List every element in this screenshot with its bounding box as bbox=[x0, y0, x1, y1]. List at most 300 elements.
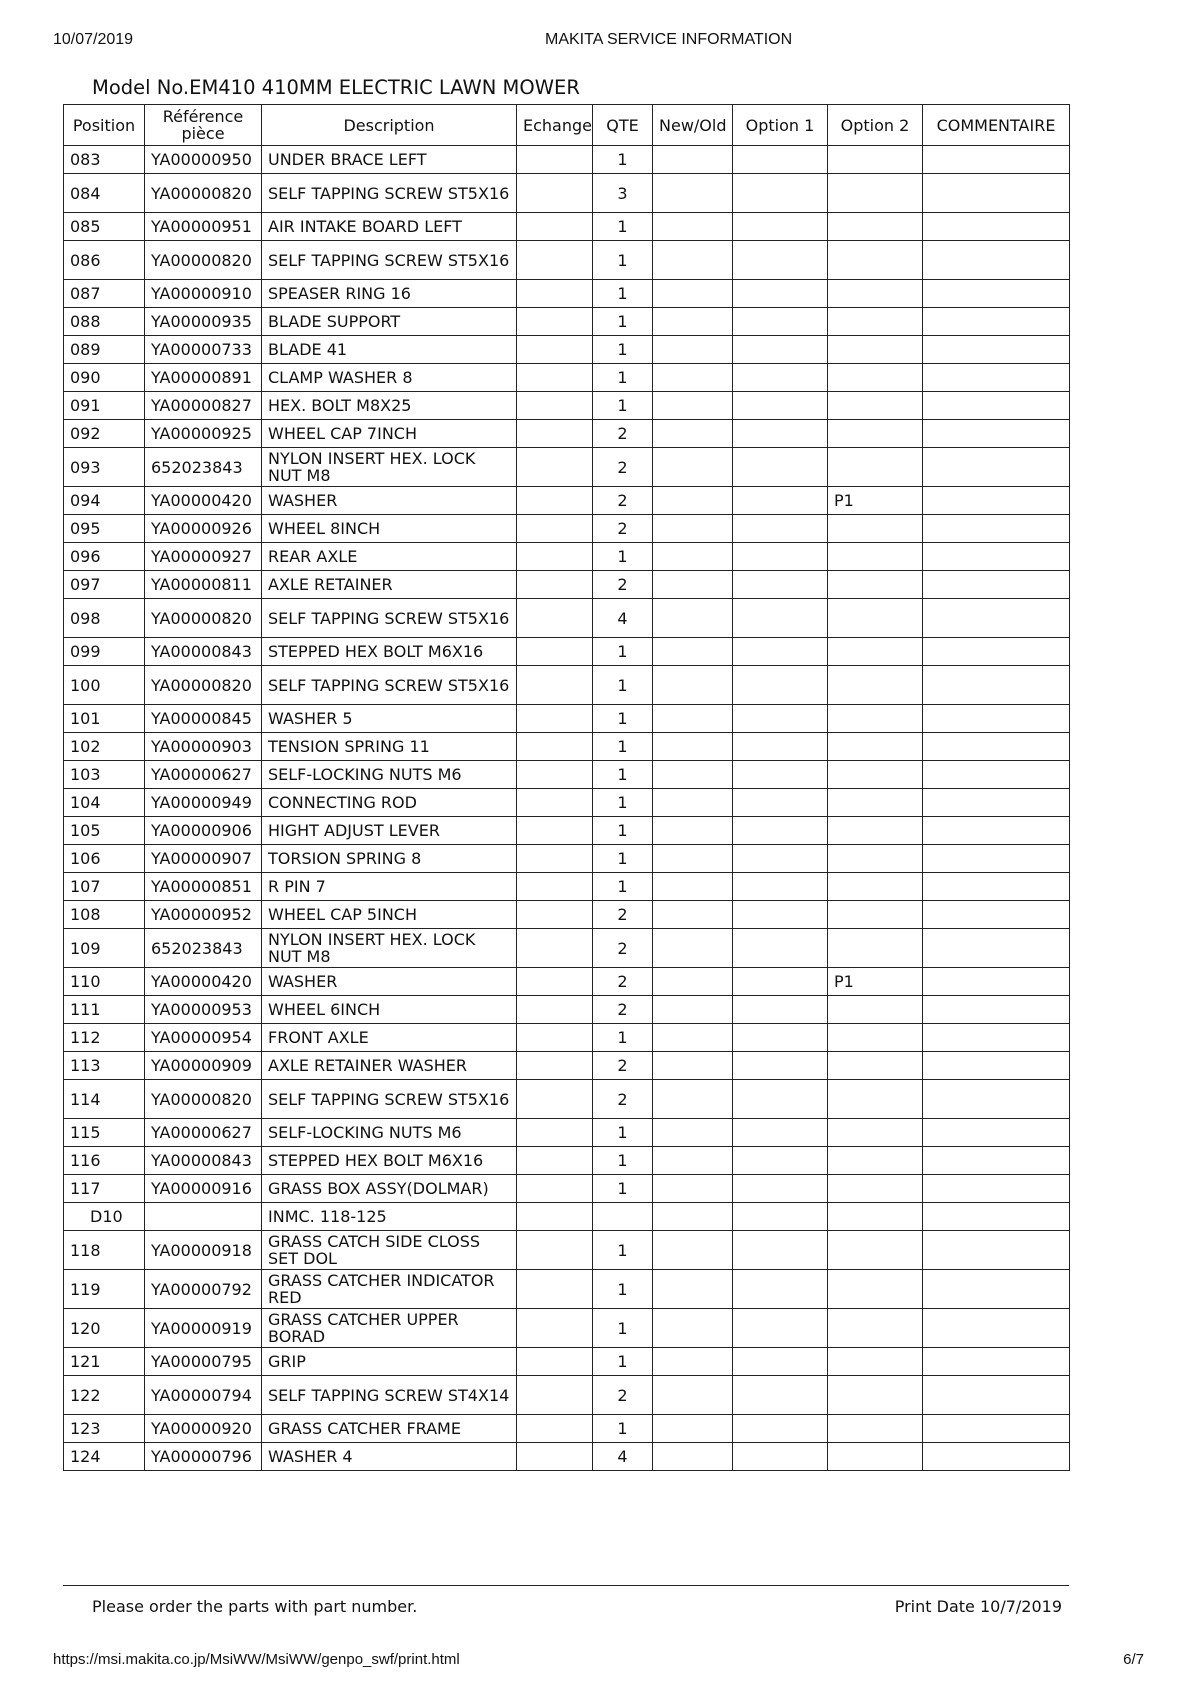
cell-description: WASHER bbox=[262, 487, 517, 515]
cell-option-1 bbox=[733, 666, 828, 705]
cell-option-1 bbox=[733, 571, 828, 599]
cell-reference: YA00000918 bbox=[145, 1231, 262, 1270]
cell-commentaire bbox=[923, 1052, 1070, 1080]
cell-qte: 2 bbox=[593, 901, 653, 929]
cell-reference: 652023843 bbox=[145, 929, 262, 968]
cell-commentaire bbox=[923, 845, 1070, 873]
cell-commentaire bbox=[923, 733, 1070, 761]
col-header-position: Position bbox=[64, 105, 145, 146]
cell-option-2 bbox=[828, 280, 923, 308]
cell-commentaire bbox=[923, 761, 1070, 789]
cell-description: GRASS CATCHER FRAME bbox=[262, 1415, 517, 1443]
cell-option-1 bbox=[733, 929, 828, 968]
cell-new-old bbox=[653, 733, 733, 761]
cell-new-old bbox=[653, 146, 733, 174]
cell-description: R PIN 7 bbox=[262, 873, 517, 901]
cell-option-1 bbox=[733, 1270, 828, 1309]
table-row bbox=[64, 761, 1070, 789]
cell-description: GRASS CATCH SIDE CLOSS SET DOL bbox=[262, 1231, 517, 1270]
table-row bbox=[64, 638, 1070, 666]
cell-qte: 1 bbox=[593, 817, 653, 845]
cell-description: STEPPED HEX BOLT M6X16 bbox=[262, 638, 517, 666]
cell-new-old bbox=[653, 1231, 733, 1270]
cell-qte: 1 bbox=[593, 364, 653, 392]
cell-position: 113 bbox=[64, 1052, 145, 1080]
cell-new-old bbox=[653, 213, 733, 241]
cell-reference: YA00000925 bbox=[145, 420, 262, 448]
cell-new-old bbox=[653, 364, 733, 392]
cell-position: 085 bbox=[64, 213, 145, 241]
header-date: 10/07/2019 bbox=[53, 31, 134, 48]
cell-option-1 bbox=[733, 968, 828, 996]
cell-option-2 bbox=[828, 308, 923, 336]
table-row bbox=[64, 1231, 1070, 1270]
cell-reference: YA00000909 bbox=[145, 1052, 262, 1080]
cell-description: TORSION SPRING 8 bbox=[262, 845, 517, 873]
cell-option-2 bbox=[828, 174, 923, 213]
cell-option-2 bbox=[828, 1175, 923, 1203]
cell-qte: 1 bbox=[593, 392, 653, 420]
cell-option-2 bbox=[828, 146, 923, 174]
cell-position: 105 bbox=[64, 817, 145, 845]
cell-position: 109 bbox=[64, 929, 145, 968]
table-row bbox=[64, 1270, 1070, 1309]
cell-new-old bbox=[653, 1175, 733, 1203]
cell-echange bbox=[517, 146, 593, 174]
cell-description: WHEEL CAP 7INCH bbox=[262, 420, 517, 448]
cell-echange bbox=[517, 364, 593, 392]
table-row bbox=[64, 174, 1070, 213]
table-row bbox=[64, 515, 1070, 543]
cell-commentaire bbox=[923, 1119, 1070, 1147]
cell-reference: YA00000906 bbox=[145, 817, 262, 845]
cell-option-1 bbox=[733, 638, 828, 666]
cell-reference: YA00000843 bbox=[145, 638, 262, 666]
cell-option-1 bbox=[733, 308, 828, 336]
cell-option-2: P1 bbox=[828, 968, 923, 996]
table-row bbox=[64, 420, 1070, 448]
cell-new-old bbox=[653, 901, 733, 929]
cell-reference: YA00000820 bbox=[145, 666, 262, 705]
cell-qte: 1 bbox=[593, 280, 653, 308]
cell-echange bbox=[517, 845, 593, 873]
cell-reference: YA00000794 bbox=[145, 1376, 262, 1415]
cell-commentaire bbox=[923, 599, 1070, 638]
cell-qte: 1 bbox=[593, 845, 653, 873]
cell-qte: 1 bbox=[593, 1270, 653, 1309]
cell-qte: 2 bbox=[593, 571, 653, 599]
cell-option-1 bbox=[733, 174, 828, 213]
cell-option-1 bbox=[733, 1080, 828, 1119]
cell-echange bbox=[517, 733, 593, 761]
footer-url: https://msi.makita.co.jp/MsiWW/MsiWW/genpo_swf/print.html bbox=[53, 1651, 460, 1668]
header-title: MAKITA SERVICE INFORMATION bbox=[545, 31, 793, 48]
cell-qte: 2 bbox=[593, 996, 653, 1024]
table-row bbox=[64, 1376, 1070, 1415]
cell-option-1 bbox=[733, 1309, 828, 1348]
cell-commentaire bbox=[923, 1270, 1070, 1309]
cell-echange bbox=[517, 543, 593, 571]
cell-new-old bbox=[653, 1348, 733, 1376]
cell-echange bbox=[517, 1443, 593, 1471]
cell-option-2 bbox=[828, 789, 923, 817]
cell-option-1 bbox=[733, 1024, 828, 1052]
cell-option-2 bbox=[828, 638, 923, 666]
cell-qte: 1 bbox=[593, 1147, 653, 1175]
cell-commentaire bbox=[923, 146, 1070, 174]
cell-qte: 4 bbox=[593, 1443, 653, 1471]
cell-option-1 bbox=[733, 213, 828, 241]
cell-qte: 1 bbox=[593, 1024, 653, 1052]
cell-description: NYLON INSERT HEX. LOCK NUT M8 bbox=[262, 448, 517, 487]
cell-position: 086 bbox=[64, 241, 145, 280]
cell-echange bbox=[517, 1376, 593, 1415]
cell-option-2 bbox=[828, 873, 923, 901]
cell-position: 122 bbox=[64, 1376, 145, 1415]
cell-qte: 1 bbox=[593, 336, 653, 364]
table-row bbox=[64, 487, 1070, 515]
cell-echange bbox=[517, 1348, 593, 1376]
cell-reference: YA00000920 bbox=[145, 1415, 262, 1443]
cell-description: SPEASER RING 16 bbox=[262, 280, 517, 308]
table-header-row bbox=[64, 105, 1070, 146]
cell-position: 121 bbox=[64, 1348, 145, 1376]
cell-commentaire bbox=[923, 817, 1070, 845]
cell-qte: 1 bbox=[593, 1309, 653, 1348]
cell-position: 092 bbox=[64, 420, 145, 448]
cell-new-old bbox=[653, 515, 733, 543]
cell-reference: YA00000820 bbox=[145, 599, 262, 638]
cell-option-1 bbox=[733, 543, 828, 571]
cell-option-2 bbox=[828, 599, 923, 638]
cell-new-old bbox=[653, 1309, 733, 1348]
cell-description: SELF TAPPING SCREW ST5X16 bbox=[262, 666, 517, 705]
cell-position: 124 bbox=[64, 1443, 145, 1471]
cell-qte: 1 bbox=[593, 1348, 653, 1376]
cell-new-old bbox=[653, 241, 733, 280]
cell-commentaire bbox=[923, 1348, 1070, 1376]
cell-new-old bbox=[653, 1376, 733, 1415]
cell-description: HIGHT ADJUST LEVER bbox=[262, 817, 517, 845]
cell-option-1 bbox=[733, 1052, 828, 1080]
cell-qte: 1 bbox=[593, 1231, 653, 1270]
cell-new-old bbox=[653, 174, 733, 213]
cell-new-old bbox=[653, 392, 733, 420]
cell-commentaire bbox=[923, 1203, 1070, 1231]
cell-new-old bbox=[653, 705, 733, 733]
cell-reference: YA00000811 bbox=[145, 571, 262, 599]
cell-reference: YA00000820 bbox=[145, 174, 262, 213]
cell-reference: YA00000733 bbox=[145, 336, 262, 364]
cell-option-1 bbox=[733, 873, 828, 901]
col-header-commentaire: COMMENTAIRE bbox=[923, 105, 1070, 146]
table-row bbox=[64, 1080, 1070, 1119]
cell-echange bbox=[517, 308, 593, 336]
cell-option-1 bbox=[733, 146, 828, 174]
cell-echange bbox=[517, 336, 593, 364]
cell-reference: YA00000827 bbox=[145, 392, 262, 420]
cell-description: WHEEL CAP 5INCH bbox=[262, 901, 517, 929]
cell-option-2 bbox=[828, 241, 923, 280]
table-row bbox=[64, 599, 1070, 638]
cell-echange bbox=[517, 241, 593, 280]
cell-option-2 bbox=[828, 515, 923, 543]
cell-new-old bbox=[653, 1270, 733, 1309]
cell-description: GRIP bbox=[262, 1348, 517, 1376]
cell-echange bbox=[517, 174, 593, 213]
table-row bbox=[64, 448, 1070, 487]
cell-qte: 1 bbox=[593, 789, 653, 817]
cell-position: 107 bbox=[64, 873, 145, 901]
cell-echange bbox=[517, 1080, 593, 1119]
table-row bbox=[64, 336, 1070, 364]
cell-option-1 bbox=[733, 817, 828, 845]
cell-option-2 bbox=[828, 1203, 923, 1231]
table-row bbox=[64, 968, 1070, 996]
cell-new-old bbox=[653, 1415, 733, 1443]
cell-reference: YA00000927 bbox=[145, 543, 262, 571]
cell-position: 117 bbox=[64, 1175, 145, 1203]
cell-description: REAR AXLE bbox=[262, 543, 517, 571]
cell-new-old bbox=[653, 817, 733, 845]
cell-description: SELF TAPPING SCREW ST5X16 bbox=[262, 241, 517, 280]
cell-new-old bbox=[653, 543, 733, 571]
cell-echange bbox=[517, 515, 593, 543]
cell-position: 102 bbox=[64, 733, 145, 761]
cell-commentaire bbox=[923, 789, 1070, 817]
footer-page-number: 6/7 bbox=[1123, 1651, 1144, 1668]
cell-new-old bbox=[653, 929, 733, 968]
cell-description: WASHER 5 bbox=[262, 705, 517, 733]
cell-option-1 bbox=[733, 280, 828, 308]
cell-new-old bbox=[653, 1147, 733, 1175]
cell-qte: 2 bbox=[593, 1376, 653, 1415]
cell-option-1 bbox=[733, 599, 828, 638]
cell-description: SELF-LOCKING NUTS M6 bbox=[262, 761, 517, 789]
cell-option-1 bbox=[733, 789, 828, 817]
cell-reference: YA00000935 bbox=[145, 308, 262, 336]
table-row bbox=[64, 705, 1070, 733]
model-title: Model No.EM410 410MM ELECTRIC LAWN MOWER bbox=[92, 76, 580, 99]
cell-reference: YA00000627 bbox=[145, 1119, 262, 1147]
cell-reference: YA00000795 bbox=[145, 1348, 262, 1376]
footer-divider bbox=[63, 1585, 1069, 1586]
cell-position: 111 bbox=[64, 996, 145, 1024]
cell-description: SELF TAPPING SCREW ST5X16 bbox=[262, 1080, 517, 1119]
cell-option-2 bbox=[828, 901, 923, 929]
cell-qte: 1 bbox=[593, 666, 653, 705]
cell-qte: 1 bbox=[593, 1175, 653, 1203]
cell-qte: 2 bbox=[593, 448, 653, 487]
cell-position: 120 bbox=[64, 1309, 145, 1348]
table-row bbox=[64, 845, 1070, 873]
cell-qte: 2 bbox=[593, 515, 653, 543]
cell-description: SELF-LOCKING NUTS M6 bbox=[262, 1119, 517, 1147]
cell-description: SELF TAPPING SCREW ST5X16 bbox=[262, 174, 517, 213]
cell-new-old bbox=[653, 308, 733, 336]
cell-qte: 1 bbox=[593, 146, 653, 174]
cell-position: 084 bbox=[64, 174, 145, 213]
col-header-echange: Echange bbox=[517, 105, 593, 146]
table-row bbox=[64, 146, 1070, 174]
footer-print-date: Print Date 10/7/2019 bbox=[894, 1597, 1062, 1616]
cell-position: 123 bbox=[64, 1415, 145, 1443]
cell-description: SELF TAPPING SCREW ST5X16 bbox=[262, 599, 517, 638]
table-row bbox=[64, 873, 1070, 901]
cell-reference bbox=[145, 1203, 262, 1231]
cell-echange bbox=[517, 1203, 593, 1231]
cell-option-2 bbox=[828, 1415, 923, 1443]
cell-reference: YA00000916 bbox=[145, 1175, 262, 1203]
table-row bbox=[64, 1348, 1070, 1376]
cell-position: 104 bbox=[64, 789, 145, 817]
cell-new-old bbox=[653, 968, 733, 996]
cell-description: GRASS CATCHER INDICATOR RED bbox=[262, 1270, 517, 1309]
cell-qte: 1 bbox=[593, 213, 653, 241]
cell-description: SELF TAPPING SCREW ST4X14 bbox=[262, 1376, 517, 1415]
cell-option-1 bbox=[733, 420, 828, 448]
cell-reference: 652023843 bbox=[145, 448, 262, 487]
cell-description: FRONT AXLE bbox=[262, 1024, 517, 1052]
cell-echange bbox=[517, 1024, 593, 1052]
cell-option-2 bbox=[828, 420, 923, 448]
cell-qte: 2 bbox=[593, 420, 653, 448]
cell-new-old bbox=[653, 845, 733, 873]
cell-qte: 1 bbox=[593, 638, 653, 666]
cell-position: 098 bbox=[64, 599, 145, 638]
cell-new-old bbox=[653, 1119, 733, 1147]
cell-option-1 bbox=[733, 1175, 828, 1203]
table-row bbox=[64, 1309, 1070, 1348]
cell-description: UNDER BRACE LEFT bbox=[262, 146, 517, 174]
cell-option-2 bbox=[828, 213, 923, 241]
cell-commentaire bbox=[923, 1080, 1070, 1119]
cell-qte: 2 bbox=[593, 1052, 653, 1080]
cell-position: 094 bbox=[64, 487, 145, 515]
table-row bbox=[64, 817, 1070, 845]
cell-echange bbox=[517, 929, 593, 968]
cell-new-old bbox=[653, 420, 733, 448]
cell-option-1 bbox=[733, 515, 828, 543]
cell-option-2 bbox=[828, 448, 923, 487]
cell-qte: 1 bbox=[593, 1415, 653, 1443]
cell-position: 089 bbox=[64, 336, 145, 364]
cell-new-old bbox=[653, 599, 733, 638]
cell-commentaire bbox=[923, 1175, 1070, 1203]
cell-commentaire bbox=[923, 241, 1070, 280]
cell-description: NYLON INSERT HEX. LOCK NUT M8 bbox=[262, 929, 517, 968]
cell-position: 083 bbox=[64, 146, 145, 174]
cell-option-2 bbox=[828, 1348, 923, 1376]
cell-option-1 bbox=[733, 487, 828, 515]
cell-reference: YA00000843 bbox=[145, 1147, 262, 1175]
cell-echange bbox=[517, 968, 593, 996]
cell-option-1 bbox=[733, 845, 828, 873]
cell-description: CONNECTING ROD bbox=[262, 789, 517, 817]
cell-option-1 bbox=[733, 733, 828, 761]
cell-echange bbox=[517, 789, 593, 817]
cell-position: 110 bbox=[64, 968, 145, 996]
cell-new-old bbox=[653, 638, 733, 666]
cell-description: AIR INTAKE BOARD LEFT bbox=[262, 213, 517, 241]
cell-echange bbox=[517, 873, 593, 901]
cell-reference: YA00000891 bbox=[145, 364, 262, 392]
cell-option-2 bbox=[828, 1443, 923, 1471]
cell-echange bbox=[517, 1119, 593, 1147]
table-row bbox=[64, 241, 1070, 280]
cell-commentaire bbox=[923, 515, 1070, 543]
cell-position: 106 bbox=[64, 845, 145, 873]
cell-qte: 2 bbox=[593, 487, 653, 515]
cell-reference: YA00000953 bbox=[145, 996, 262, 1024]
cell-commentaire bbox=[923, 929, 1070, 968]
cell-new-old bbox=[653, 487, 733, 515]
cell-qte: 3 bbox=[593, 174, 653, 213]
cell-commentaire bbox=[923, 364, 1070, 392]
cell-new-old bbox=[653, 448, 733, 487]
cell-description: TENSION SPRING 11 bbox=[262, 733, 517, 761]
cell-commentaire bbox=[923, 638, 1070, 666]
cell-description: AXLE RETAINER bbox=[262, 571, 517, 599]
cell-description: HEX. BOLT M8X25 bbox=[262, 392, 517, 420]
table-row bbox=[64, 280, 1070, 308]
cell-position: 095 bbox=[64, 515, 145, 543]
cell-new-old bbox=[653, 789, 733, 817]
cell-option-1 bbox=[733, 1147, 828, 1175]
table-row bbox=[64, 364, 1070, 392]
cell-option-2 bbox=[828, 705, 923, 733]
cell-description: CLAMP WASHER 8 bbox=[262, 364, 517, 392]
cell-echange bbox=[517, 1270, 593, 1309]
cell-reference: YA00000420 bbox=[145, 487, 262, 515]
table-row bbox=[64, 1203, 1070, 1231]
cell-description: WASHER 4 bbox=[262, 1443, 517, 1471]
cell-option-2 bbox=[828, 1119, 923, 1147]
cell-reference: YA00000820 bbox=[145, 241, 262, 280]
cell-position: 090 bbox=[64, 364, 145, 392]
cell-commentaire bbox=[923, 1024, 1070, 1052]
cell-reference: YA00000910 bbox=[145, 280, 262, 308]
table-row bbox=[64, 1415, 1070, 1443]
cell-reference: YA00000903 bbox=[145, 733, 262, 761]
cell-new-old bbox=[653, 761, 733, 789]
cell-echange bbox=[517, 599, 593, 638]
cell-option-2 bbox=[828, 336, 923, 364]
cell-qte: 1 bbox=[593, 1119, 653, 1147]
cell-position: 087 bbox=[64, 280, 145, 308]
table-row bbox=[64, 213, 1070, 241]
cell-commentaire bbox=[923, 308, 1070, 336]
cell-new-old bbox=[653, 280, 733, 308]
cell-commentaire bbox=[923, 666, 1070, 705]
cell-commentaire bbox=[923, 174, 1070, 213]
cell-option-2 bbox=[828, 1052, 923, 1080]
cell-new-old bbox=[653, 1203, 733, 1231]
cell-option-1 bbox=[733, 1443, 828, 1471]
table-row bbox=[64, 901, 1070, 929]
table-row bbox=[64, 929, 1070, 968]
cell-reference: YA00000919 bbox=[145, 1309, 262, 1348]
cell-option-2 bbox=[828, 1024, 923, 1052]
cell-reference: YA00000820 bbox=[145, 1080, 262, 1119]
cell-commentaire bbox=[923, 1443, 1070, 1471]
cell-echange bbox=[517, 761, 593, 789]
table-row bbox=[64, 308, 1070, 336]
cell-option-2 bbox=[828, 996, 923, 1024]
cell-new-old bbox=[653, 1052, 733, 1080]
footer-note: Please order the parts with part number. bbox=[92, 1597, 418, 1616]
cell-new-old bbox=[653, 1080, 733, 1119]
